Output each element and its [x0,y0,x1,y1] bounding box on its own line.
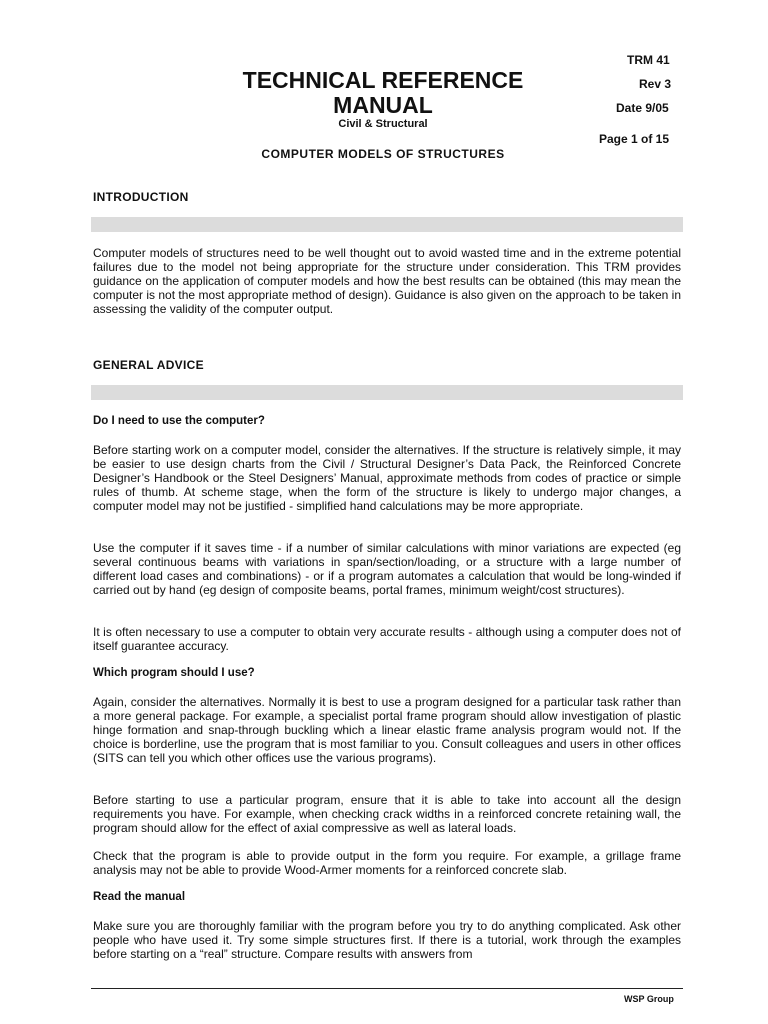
document-title-line1: TECHNICAL REFERENCE [242,67,524,93]
discipline: Civil & Structural [338,118,428,130]
document-title-line2: MANUAL [333,92,433,118]
paragraph: Before starting to use a particular program, ensure that it is able to take into account all the design requirements you have. For example, when checking crack widths in a reinforced concrete retaining wall, the program should allow for the effect of axial compressive as well as lateral loads. [93,793,681,835]
introduction-paragraph: Computer models of structures need to be well thought out to avoid wasted time and in the extreme potential failures due to the model not being appropriate for the structure under consideration. This TRM provides guidance on the application of computer models and how the best results can be obtained (this may mean the computer is not the most appropriate method of design). Guidance is also given on the approach to be taken in assessing the validity of the computer output. [93,246,681,316]
subheading-need-computer: Do I need to use the computer? [93,415,265,427]
trm-number: TRM 41 [627,53,670,67]
section-divider [91,385,683,400]
section-heading-introduction: INTRODUCTION [93,190,189,204]
paragraph: Again, consider the alternatives. Normally it is best to use a program designed for a particular task rather than a more general package. For example, a specialist portal frame program should allow investigation of plastic hinge formation and snap-through buckling which a linear elastic frame analysis program would not. If the choice is borderline, use the program that is most familiar to you. Consult colleagues and users in other offices (SITS can tell you which other offices use the various programs). [93,695,681,765]
page-number: Page 1 of 15 [599,132,670,146]
paragraph: Make sure you are thoroughly familiar with the program before you try to do anything complicated. Ask other people who have used it. Try some simple structures first. If there is a tutorial, work through the examples before starting on a “real” structure. Compare results with answers from [93,919,681,961]
paragraph: Before starting work on a computer model, consider the alternatives. If the structure is relatively simple, it may be easier to use design charts from the Civil / Structural Designer’s Data Pack, the Reinforced Concrete Designer’s Handbook or the Steel Designers’ Manual, approximate methods from codes of practice or simple rules of thumb. At scheme stage, when the form of the structure is likely to undergo major changes, a computer model may not be justified - simplified hand calculations may be more appropriate. [93,443,681,513]
paragraph: Check that the program is able to provide output in the form you require. For example, a grillage frame analysis may not be able to provide Wood-Armer moments for a reinforced concrete slab. [93,849,681,877]
subheading-read-manual: Read the manual [93,891,186,903]
footer-company: WSP Group [624,994,674,1004]
section-heading-general-advice: GENERAL ADVICE [93,358,204,372]
document-subject: COMPUTER MODELS OF STRUCTURES [261,147,505,161]
section-divider [91,217,683,232]
subheading-which-program: Which program should I use? [93,667,255,679]
paragraph: Use the computer if it saves time - if a number of similar calculations with minor variations are expected (eg several continuous beams with variations in span/section/loading, or a structure with a large number of different load cases and combinations) - or if a program automates a calculation that would be long-winded if carried out by hand (eg design of composite beams, portal frames, minimum weight/cost structures). [93,541,681,597]
paragraph: It is often necessary to use a computer to obtain very accurate results - although using a computer does not of itself guarantee accuracy. [93,625,681,653]
footer-rule [91,988,683,989]
issue-date: Date 9/05 [616,101,669,115]
revision: Rev 3 [639,77,672,91]
